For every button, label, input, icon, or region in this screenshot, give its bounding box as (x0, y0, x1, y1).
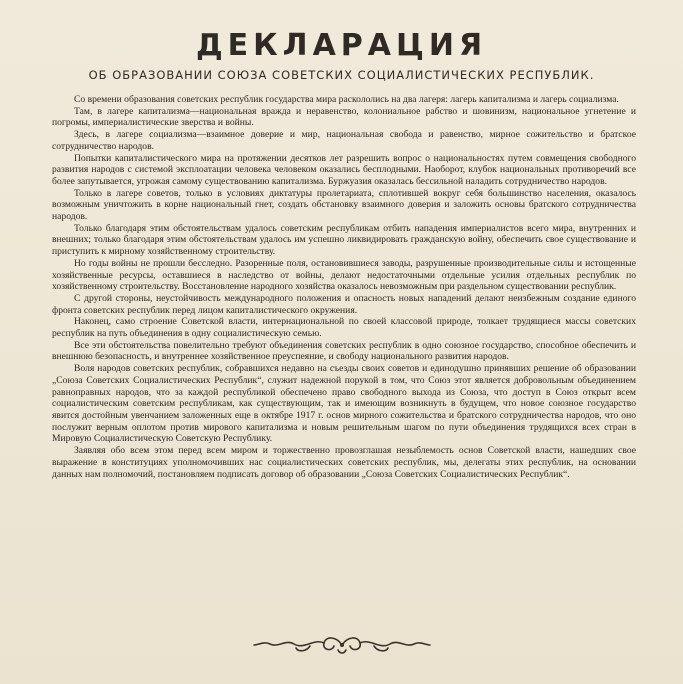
paragraph: Только благодаря этим обстоятельствам удалось советским республикам отбить нападения империалистов всего мира, внутренних и внешних; только благодаря этим обстоятельствам удалось им успешно ликвидировать гражданскую войну, обеспечить свое существование и приступить к мирному хозяйственному строительству. (52, 222, 636, 258)
document-subtitle: ОБ ОБРАЗОВАНИИ СОЮЗА СОВЕТСКИХ СОЦИАЛИСТИЧЕСКИХ РЕСПУБЛИК. (88, 68, 595, 82)
paragraph: С другой стороны, неустойчивость международного положения и опасность новых нападений делают неизбежным создание единого фронта советских республик перед лицом капиталистического окружения. (52, 292, 636, 316)
document-title: ДЕКЛАРАЦИЯ (195, 28, 488, 63)
paragraph: Там, в лагере капитализма—национальная вражда и неравенство, колониальное рабство и шовинизм, национальное угнетение и погромы, империалистические зверства и войны. (52, 105, 636, 129)
paragraph: Здесь, в лагере социализма—взаимное доверие и мир, национальная свобода и равенство, мирное сожительство и братское сотрудничество народов. (52, 129, 636, 152)
paragraph: Попытки капиталистического мира на протяжении десятков лет разрешить вопрос о национальностях путем совмещения свободного развития народов с системой эксплоатации человека человеком оказались бесплодными. Наоборот, клубок национальных противоречий все более запутывается, угрожая самому существованию капитализма. Буржуазия оказалась бессильной наладить сотрудничество народов. (52, 152, 636, 187)
paragraph: Воля народов советских республик, собравшихся недавно на съезды своих советов и единодушно принявших решение об образовании „Союза Советских Социалистических Республик“, служит надежной порукой в том, что Союз этот является добровольным объединением равноправных народов, что за каждой республикой обеспечено право свободного выхода из Союза, что доступ в Союз открыт всем социалистическим советским республикам, как существующим, так и имеющим возникнуть в будущем, что новое союзное государство явится достойным увенчанием заложенных еще в октябре 1917 г. основ мирного сожительства и братского сотрудничества народов, что оно послужит верным оплотом против мирового капитализма и новым решительным шагом по пути объединения трудящихся всех стран в Мировую Социалистическую Советскую Республику. (52, 363, 636, 445)
paragraph: Наконец, само строение Советской власти, интернациональной по своей классовой природе, толкает трудящиеся массы советских республик на путь объединения в одну социалистическую семью. (52, 316, 636, 340)
paragraph: Все эти обстоятельства повелительно требуют объединения советских республик в одно союзное государство, способное обеспечить и внешнюю безопасность, и внутреннее хозяйственное преуспеяние, и свободу национального развития народов. (52, 339, 636, 363)
flourish-ornament-icon (250, 632, 434, 658)
document-body (52, 94, 636, 480)
paragraph: Но годы войны не прошли бесследно. Разоренные поля, остановившиеся заводы, разрушенные производительные силы и истощенные хозяйственные ресурсы, оставшиеся в наследство от войны, делают недостаточными отдельные усилия отдельных республик по хозяйственному строительству. Восстановление народного хозяйства оказалось невозможным при раздельном существовании республик. (52, 257, 636, 293)
paragraph: Заявляя обо всем этом перед всем миром и торжественно провозглашая незыблемость основ Советской власти, нашедших свое выражение в конституциях уполномочивших нас социалистических советских республик, мы, делегаты этих республик, на основании данных нам полномочий, постановляем подписать договор об образовании „Союза Советских Социалистических Республик“. (52, 445, 636, 480)
paragraph: Со времени образования советских республик государства мира раскололись на два лагеря: лагерь капитализма и лагерь социализма. (74, 94, 619, 105)
paragraph: Только в лагере советов, только в условиях диктатуры пролетариата, сплотившей вокруг себя большинство населения, оказалось возможным уничтожить в корне национальный гнет, создать обстановку взаимного доверия и заложить основы братского сотрудничества народов. (52, 187, 636, 223)
